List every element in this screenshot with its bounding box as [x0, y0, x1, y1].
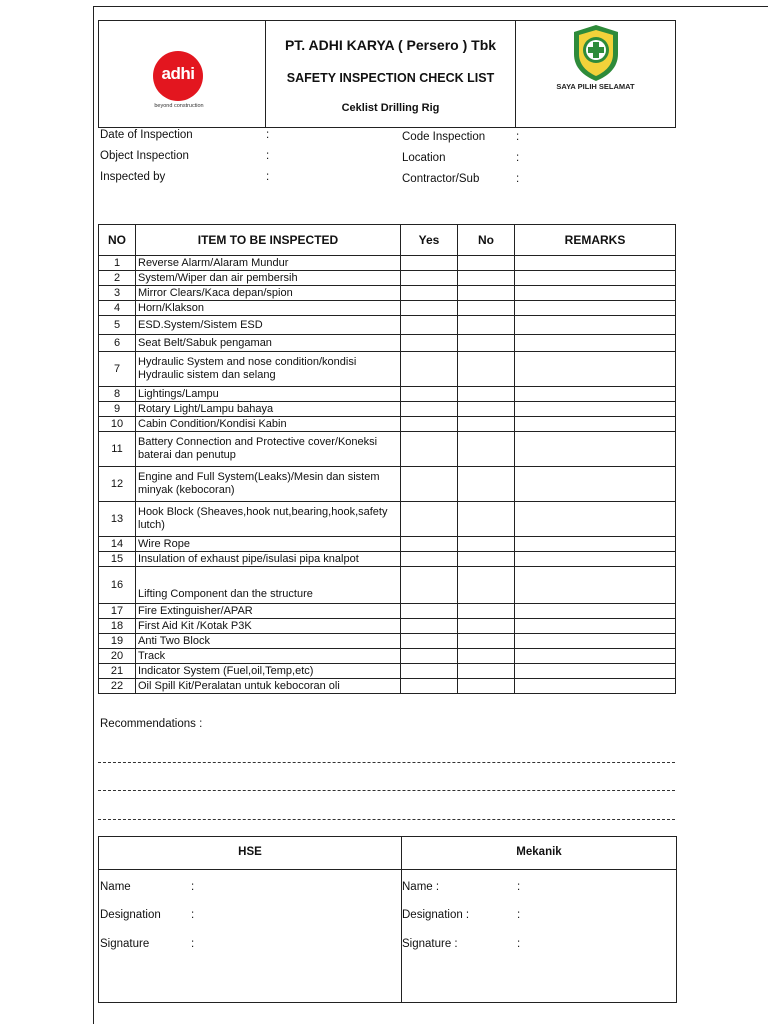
remarks-cell[interactable]	[515, 467, 676, 502]
row-number: 3	[99, 286, 136, 301]
form-header	[98, 20, 676, 128]
colon: :	[516, 152, 520, 164]
row-item: Battery Connection and Protective cover/Koneksi baterai dan penutup	[136, 432, 401, 467]
remarks-cell[interactable]	[515, 286, 676, 301]
row-item: Mirror Clears/Kaca depan/spion	[136, 286, 401, 301]
colon: :	[191, 909, 195, 921]
company-logo-cell	[99, 21, 266, 127]
colon: :	[266, 171, 270, 183]
table-row	[99, 619, 676, 634]
col-remarks-header: REMARKS	[515, 225, 676, 256]
table-row	[99, 335, 676, 352]
no-cell[interactable]	[458, 387, 515, 402]
col-yes-header: Yes	[401, 225, 458, 256]
colon: :	[517, 881, 521, 893]
row-number: 22	[99, 679, 136, 694]
table-row	[99, 467, 676, 502]
row-item: Lifting Component dan the structure	[136, 567, 401, 604]
no-cell[interactable]	[458, 256, 515, 271]
colon: :	[266, 129, 270, 141]
yes-cell[interactable]	[401, 387, 458, 402]
row-item: Track	[136, 649, 401, 664]
yes-cell[interactable]	[401, 537, 458, 552]
hse-signature-label: Signature	[100, 938, 150, 950]
remarks-cell[interactable]	[515, 335, 676, 352]
row-item: Anti Two Block	[136, 634, 401, 649]
yes-cell[interactable]	[401, 604, 458, 619]
remarks-cell[interactable]	[515, 567, 676, 604]
mekanik-name-label: Name :	[402, 881, 440, 893]
row-item: Indicator System (Fuel,oil,Temp,etc)	[136, 664, 401, 679]
table-row	[99, 402, 676, 417]
colon: :	[517, 938, 521, 950]
no-cell[interactable]	[458, 552, 515, 567]
location-label: Location	[402, 152, 446, 164]
remarks-cell[interactable]	[515, 402, 676, 417]
row-number: 4	[99, 301, 136, 316]
remarks-cell[interactable]	[515, 604, 676, 619]
inspection-checklist-table	[98, 224, 676, 694]
remarks-cell[interactable]	[515, 679, 676, 694]
table-row	[99, 537, 676, 552]
contractor-sub-label: Contractor/Sub	[402, 173, 480, 185]
yes-cell[interactable]	[401, 271, 458, 286]
mekanik-heading: Mekanik	[516, 846, 562, 858]
yes-cell[interactable]	[401, 679, 458, 694]
table-row	[99, 301, 676, 316]
remarks-cell[interactable]	[515, 352, 676, 387]
recommendation-line-1[interactable]	[98, 762, 675, 763]
no-cell[interactable]	[458, 649, 515, 664]
row-item: Oil Spill Kit/Peralatan untuk kebocoran oli	[136, 679, 401, 694]
col-no-header: NO	[99, 225, 136, 256]
remarks-cell[interactable]	[515, 271, 676, 286]
colon: :	[516, 131, 520, 143]
recommendations-label: Recommendations :	[100, 718, 203, 730]
table-row	[99, 316, 676, 335]
row-item: Engine and Full System(Leaks)/Mesin dan sistem minyak (kebocoran)	[136, 467, 401, 502]
table-row	[99, 387, 676, 402]
yes-cell[interactable]	[401, 286, 458, 301]
no-cell[interactable]	[458, 664, 515, 679]
colon: :	[517, 909, 521, 921]
row-number: 10	[99, 417, 136, 432]
yes-cell[interactable]	[401, 664, 458, 679]
document-title: SAFETY INSPECTION CHECK LIST	[286, 71, 495, 85]
row-number: 12	[99, 467, 136, 502]
row-number: 11	[99, 432, 136, 467]
row-item: First Aid Kit /Kotak P3K	[136, 619, 401, 634]
row-number: 14	[99, 537, 136, 552]
logo-wordmark: adhi	[161, 64, 195, 83]
col-no-check-header: No	[458, 225, 515, 256]
row-item: Fire Extinguisher/APAR	[136, 604, 401, 619]
no-cell[interactable]	[458, 335, 515, 352]
no-cell[interactable]	[458, 467, 515, 502]
remarks-cell[interactable]	[515, 552, 676, 567]
yes-cell[interactable]	[401, 335, 458, 352]
table-header-row	[99, 225, 676, 256]
table-row	[99, 417, 676, 432]
no-cell[interactable]	[458, 271, 515, 286]
row-number: 13	[99, 502, 136, 537]
yes-cell[interactable]	[401, 467, 458, 502]
row-number: 7	[99, 352, 136, 387]
row-number: 17	[99, 604, 136, 619]
row-number: 8	[99, 387, 136, 402]
no-cell[interactable]	[458, 634, 515, 649]
remarks-cell[interactable]	[515, 301, 676, 316]
no-cell[interactable]	[458, 567, 515, 604]
no-cell[interactable]	[458, 316, 515, 335]
yes-cell[interactable]	[401, 619, 458, 634]
yes-cell[interactable]	[401, 567, 458, 604]
colon: :	[516, 173, 520, 185]
object-inspection-label: Object Inspection	[100, 150, 189, 162]
row-item: Horn/Klakson	[136, 301, 401, 316]
row-number: 6	[99, 335, 136, 352]
date-of-inspection-label: Date of Inspection	[100, 129, 193, 141]
no-cell[interactable]	[458, 679, 515, 694]
table-row	[99, 649, 676, 664]
yes-cell[interactable]	[401, 402, 458, 417]
safety-shield-icon	[572, 24, 620, 82]
safety-seal-cell	[516, 21, 675, 127]
page-border-top	[93, 6, 768, 7]
no-cell[interactable]	[458, 619, 515, 634]
yes-cell[interactable]	[401, 634, 458, 649]
yes-cell[interactable]	[401, 316, 458, 335]
yes-cell[interactable]	[401, 352, 458, 387]
row-number: 5	[99, 316, 136, 335]
remarks-cell[interactable]	[515, 502, 676, 537]
yes-cell[interactable]	[401, 256, 458, 271]
yes-cell[interactable]	[401, 301, 458, 316]
logo-tagline: beyond construction	[154, 103, 204, 109]
colon: :	[191, 881, 195, 893]
row-number: 18	[99, 619, 136, 634]
row-item: Lightings/Lampu	[136, 387, 401, 402]
table-row	[99, 352, 676, 387]
row-item: Wire Rope	[136, 537, 401, 552]
hse-name-label: Name	[100, 881, 131, 893]
col-item-header: ITEM TO BE INSPECTED	[136, 225, 401, 256]
table-row	[99, 567, 676, 604]
page-border-left	[93, 6, 94, 1024]
no-cell[interactable]	[458, 402, 515, 417]
row-number: 19	[99, 634, 136, 649]
no-cell[interactable]	[458, 286, 515, 301]
code-inspection-label: Code Inspection	[402, 131, 486, 143]
company-name: PT. ADHI KARYA ( Persero ) Tbk	[284, 37, 497, 53]
no-cell[interactable]	[458, 352, 515, 387]
inspected-by-label: Inspected by	[100, 171, 166, 183]
yes-cell[interactable]	[401, 432, 458, 467]
yes-cell[interactable]	[401, 502, 458, 537]
remarks-cell[interactable]	[515, 649, 676, 664]
remarks-cell[interactable]	[515, 316, 676, 335]
no-cell[interactable]	[458, 502, 515, 537]
row-item: Cabin Condition/Kondisi Kabin	[136, 417, 401, 432]
remarks-cell[interactable]	[515, 417, 676, 432]
table-row	[99, 502, 676, 537]
table-row	[99, 432, 676, 467]
no-cell[interactable]	[458, 301, 515, 316]
row-item: System/Wiper dan air pembersih	[136, 271, 401, 286]
no-cell[interactable]	[458, 604, 515, 619]
hse-designation-label: Designation	[100, 909, 161, 921]
row-number: 20	[99, 649, 136, 664]
row-number: 2	[99, 271, 136, 286]
recommendation-line-2[interactable]	[98, 790, 675, 791]
no-cell[interactable]	[458, 432, 515, 467]
colon: :	[191, 938, 195, 950]
row-number: 15	[99, 552, 136, 567]
row-item: Seat Belt/Sabuk pengaman	[136, 335, 401, 352]
yes-cell[interactable]	[401, 417, 458, 432]
remarks-cell[interactable]	[515, 634, 676, 649]
row-item: ESD.System/Sistem ESD	[136, 316, 401, 335]
row-number: 21	[99, 664, 136, 679]
table-row	[99, 679, 676, 694]
row-item: Hydraulic System and nose condition/kondisi Hydraulic sistem dan selang	[136, 352, 401, 387]
row-item: Insulation of exhaust pipe/isulasi pipa knalpot	[136, 552, 401, 567]
row-number: 1	[99, 256, 136, 271]
table-row	[99, 271, 676, 286]
mekanik-designation-label: Designation :	[402, 909, 470, 921]
remarks-cell[interactable]	[515, 256, 676, 271]
adhi-logo	[153, 51, 203, 101]
row-item: Rotary Light/Lampu bahaya	[136, 402, 401, 417]
colon: :	[266, 150, 270, 162]
mekanik-signature-label: Signature :	[402, 938, 458, 950]
table-row	[99, 286, 676, 301]
table-row	[99, 256, 676, 271]
table-row	[99, 552, 676, 567]
remarks-cell[interactable]	[515, 537, 676, 552]
row-item: Hook Block (Sheaves,hook nut,bearing,hook,safety lutch)	[136, 502, 401, 537]
row-number: 9	[99, 402, 136, 417]
no-cell[interactable]	[458, 537, 515, 552]
signature-block	[98, 836, 677, 1003]
table-row	[99, 634, 676, 649]
seal-caption: SAYA PILIH SELAMAT	[556, 82, 635, 91]
row-number: 16	[99, 567, 136, 604]
row-item: Reverse Alarm/Alaram Mundur	[136, 256, 401, 271]
remarks-cell[interactable]	[515, 619, 676, 634]
yes-cell[interactable]	[401, 552, 458, 567]
document-subtitle: Ceklist Drilling Rig	[341, 102, 440, 114]
title-cell	[266, 21, 516, 127]
recommendation-line-3[interactable]	[98, 819, 675, 820]
table-row	[99, 604, 676, 619]
remarks-cell[interactable]	[515, 387, 676, 402]
signature-header-line	[99, 869, 676, 870]
table-row	[99, 664, 676, 679]
no-cell[interactable]	[458, 417, 515, 432]
yes-cell[interactable]	[401, 649, 458, 664]
remarks-cell[interactable]	[515, 432, 676, 467]
remarks-cell[interactable]	[515, 664, 676, 679]
hse-heading: HSE	[238, 846, 262, 858]
